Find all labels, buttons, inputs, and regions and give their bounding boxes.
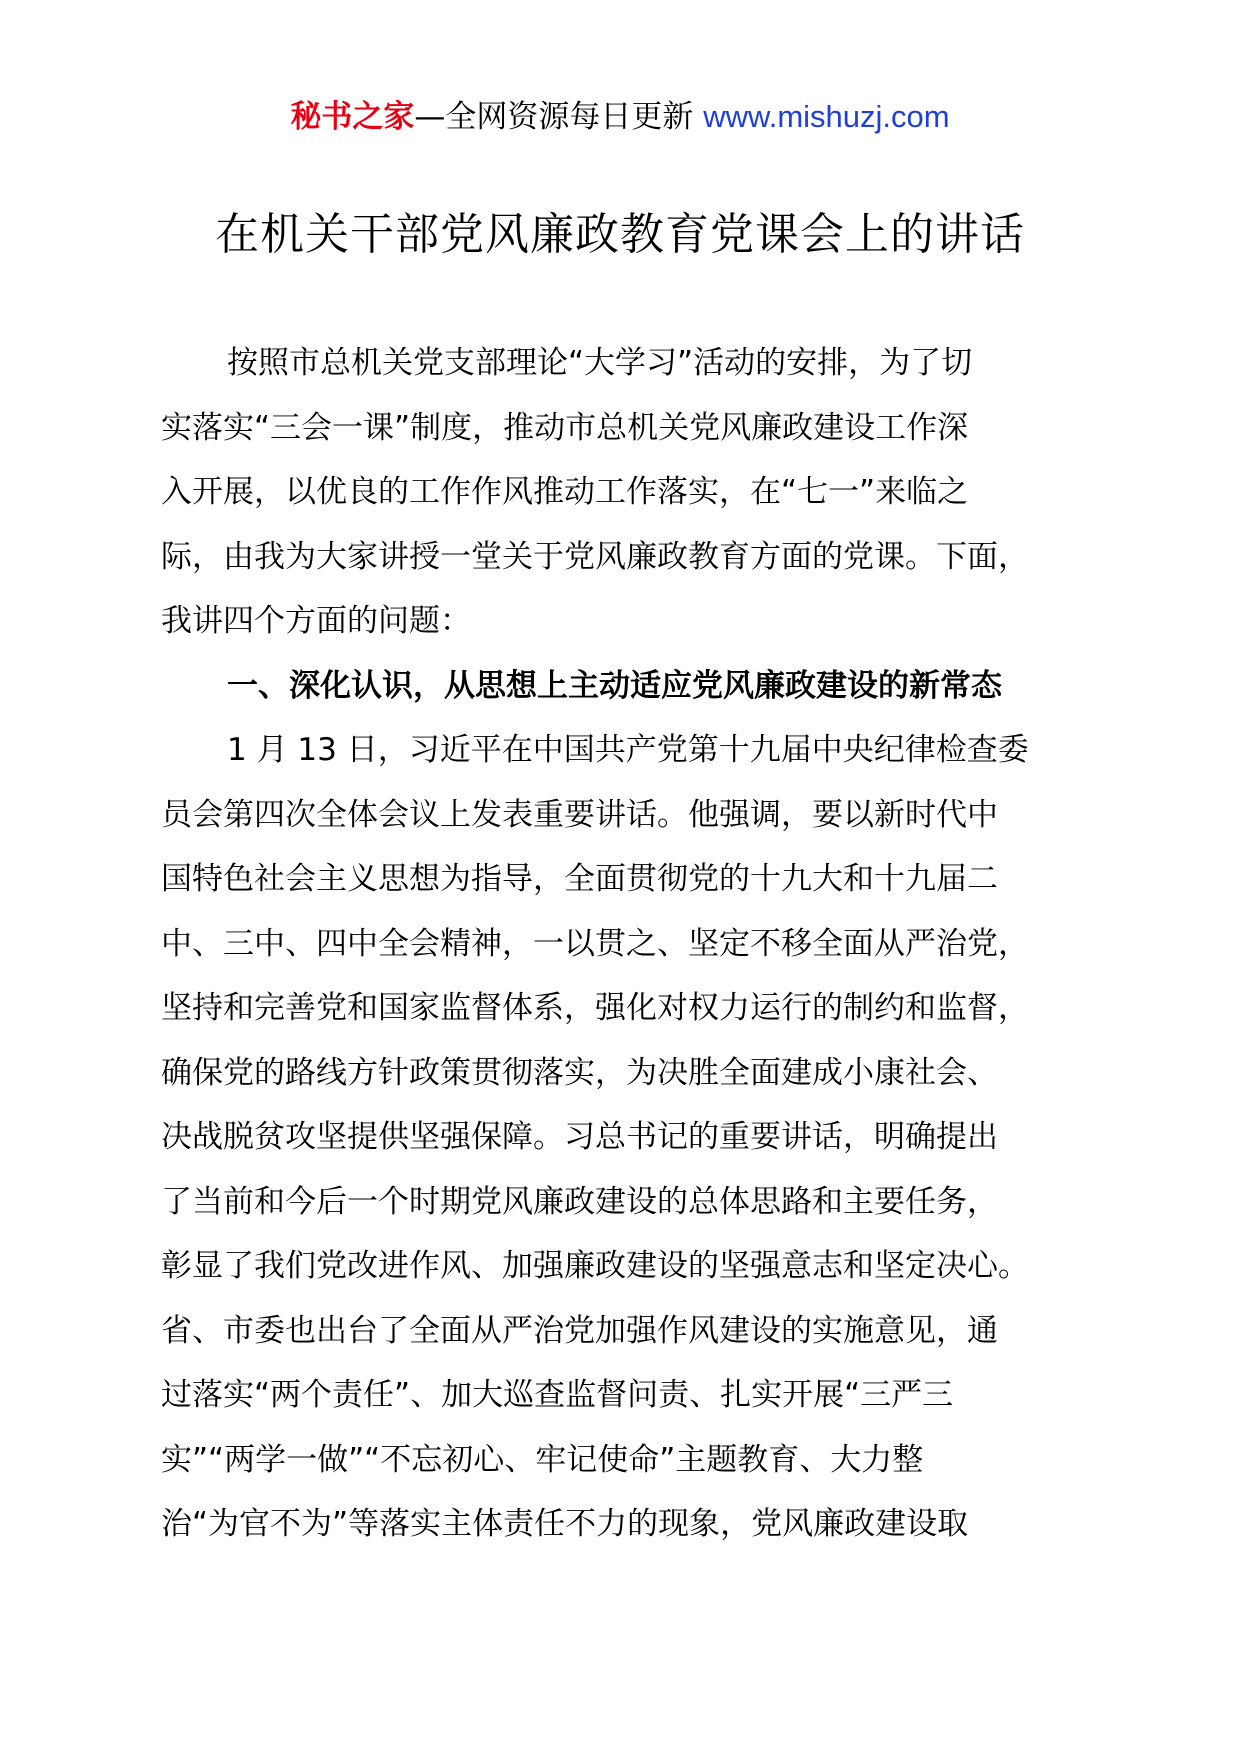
brand-name: 秘书之家 xyxy=(290,99,415,135)
paragraph-line: 了当前和今后一个时期党风廉政建设的总体思路和主要任务， xyxy=(161,1183,998,1220)
paragraph-line: 决战脱贫攻坚提供坚强保障。习总书记的重要讲话，明确提出 xyxy=(161,1119,998,1155)
site-banner xyxy=(0,96,1240,138)
paragraph-line: 中、三中、四中全会精神，一以贯之、坚定不移全面从严治党， xyxy=(161,925,1029,962)
paragraph-line: 省、市委也出台了全面从严治党加强作风建设的实施意见，通 xyxy=(161,1312,998,1349)
paragraph-line: 彰显了我们党改进作风、加强廉政建设的坚强意志和坚定决心。 xyxy=(161,1248,1029,1284)
paragraph-line: 员会第四次全体会议上发表重要讲话。他强调，要以新时代中 xyxy=(161,796,998,833)
paragraph-line: 国特色社会主义思想为指导，全面贯彻党的十九大和十九届二 xyxy=(161,861,998,897)
paragraph-line: 1 月 13 日，习近平在中国共产党第十九届中央纪律检查委 xyxy=(227,732,1029,768)
paragraph-line: 治“为官不为”等落实主体责任不力的现象，党风廉政建设取 xyxy=(161,1506,969,1542)
banner-slogan: —全网资源每日更新 xyxy=(414,99,704,135)
document-body xyxy=(161,331,1104,1557)
paragraph-line: 我讲四个方面的问题： xyxy=(161,603,471,639)
paragraph-line: 按照市总机关党支部理论“大学习”活动的安排，为了切 xyxy=(227,345,973,381)
paragraph-line: 坚持和完善党和国家监督体系，强化对权力运行的制约和监督， xyxy=(161,990,1029,1026)
paragraph-line: 入开展，以优良的工作作风推动工作落实，在“七一”来临之 xyxy=(161,474,969,510)
section-heading: 一、深化认识，从思想上主动适应党风廉政建设的新常态 xyxy=(227,667,1002,704)
paragraph-line: 实”“两学一做”“不忘初心、牢记使命”主题教育、大力整 xyxy=(161,1441,924,1478)
document-title: 在机关干部党风廉政教育党课会上的讲话 xyxy=(215,209,1025,260)
site-url-link[interactable]: www.mishuzj.com xyxy=(703,99,950,134)
paragraph-line: 实落实“三会一课”制度，推动市总机关党风廉政建设工作深 xyxy=(161,409,969,446)
paragraph-line: 际，由我为大家讲授一堂关于党风廉政教育方面的党课。下面， xyxy=(161,538,1029,575)
paragraph-line: 过落实“两个责任”、加大巡查监督问责、扎实开展“三严三 xyxy=(161,1377,954,1413)
paragraph-line: 确保党的路线方针政策贯彻落实，为决胜全面建成小康社会、 xyxy=(161,1054,998,1091)
